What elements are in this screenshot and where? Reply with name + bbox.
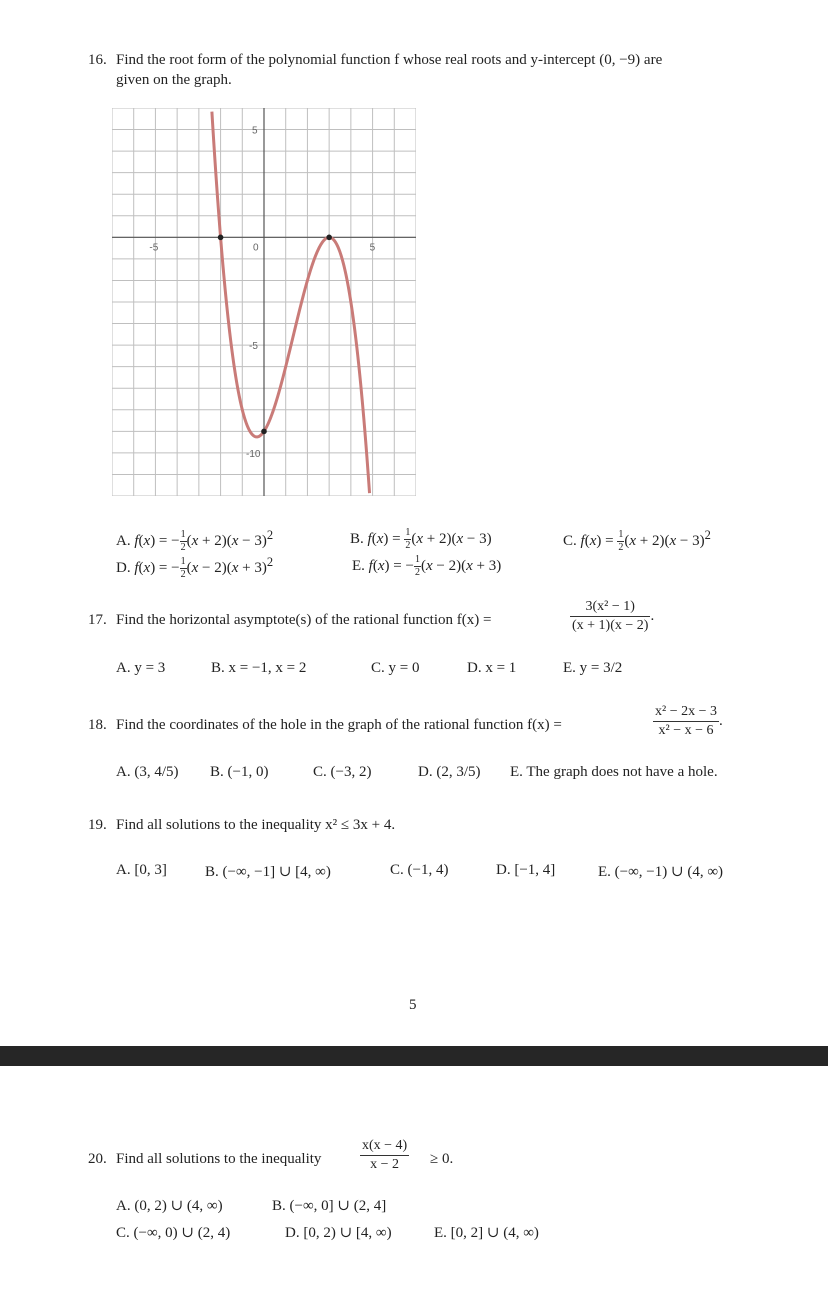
q20-option-a[interactable]: A. (0, 2) ∪ (4, ∞) bbox=[116, 1198, 223, 1214]
graph-point bbox=[326, 235, 332, 241]
q19-option-a[interactable]: A. [0, 3] bbox=[116, 862, 167, 878]
q18-option-e[interactable]: E. The graph does not have a hole. bbox=[510, 764, 718, 780]
q19-option-c[interactable]: C. (−1, 4) bbox=[390, 862, 449, 878]
q20-text: Find all solutions to the inequality bbox=[116, 1151, 322, 1167]
q20-frac-numerator: x(x − 4) bbox=[360, 1139, 409, 1156]
q17-option-b[interactable]: B. x = −1, x = 2 bbox=[211, 660, 307, 676]
q16-option-b[interactable]: B. f(x) = $\frac{1}{2}$ (x + 2)(x − 3) bbox=[350, 527, 492, 551]
q20-option-d[interactable]: D. [0, 2) ∪ [4, ∞) bbox=[285, 1225, 392, 1241]
q19-option-d[interactable]: D. [−1, 4] bbox=[496, 862, 556, 878]
q16-number: 16. bbox=[88, 52, 107, 68]
q20-option-b[interactable]: B. (−∞, 0] ∪ (2, 4] bbox=[272, 1198, 387, 1214]
q17-option-c[interactable]: C. y = 0 bbox=[371, 660, 420, 676]
tick-label-y-neg5: -5 bbox=[249, 341, 258, 353]
q19-option-b[interactable]: B. (−∞, −1] ∪ [4, ∞) bbox=[205, 864, 331, 880]
q17-option-e[interactable]: E. y = 3/2 bbox=[563, 660, 623, 676]
q16-graph bbox=[112, 108, 416, 496]
q20-fraction bbox=[360, 1139, 409, 1172]
q18-option-a[interactable]: A. (3, 4/5) bbox=[116, 764, 179, 780]
q20-frac-denominator: x − 2 bbox=[370, 1157, 400, 1172]
q19-number: 19. bbox=[88, 817, 107, 833]
q16-text-line2: given on the graph. bbox=[116, 72, 232, 88]
q19-option-e[interactable]: E. (−∞, −1) ∪ (4, ∞) bbox=[598, 864, 724, 880]
q20-option-e[interactable]: E. [0, 2] ∪ (4, ∞) bbox=[434, 1225, 539, 1241]
tick-label-y-5: 5 bbox=[252, 125, 258, 137]
page-number: 5 bbox=[409, 997, 417, 1013]
tick-label-y-neg10: -10 bbox=[246, 448, 261, 460]
q17-text: Find the horizontal asymptote(s) of the rational function f(x) = bbox=[116, 612, 492, 628]
q17-frac-numerator: 3(x² − 1) bbox=[570, 600, 650, 617]
page-divider bbox=[0, 1046, 828, 1066]
tick-label-x-0: 0 bbox=[253, 242, 259, 254]
q18-option-d[interactable]: D. (2, 3/5) bbox=[418, 764, 481, 780]
q16-option-e[interactable]: E. f(x) = − $\frac{1}{2}$ (x − 2)(x + 3) bbox=[352, 554, 502, 578]
q19-text: Find all solutions to the inequality x² ≤ 3x + 4. bbox=[116, 817, 396, 833]
q18-option-b[interactable]: B. (−1, 0) bbox=[210, 764, 269, 780]
q16-option-d[interactable]: D. f(x) = − $\frac{1}{2}$ $(x - 2)(x + 3)^2$ bbox=[116, 555, 274, 581]
graph-point bbox=[218, 235, 224, 241]
q20-text-tail: ≥ 0. bbox=[430, 1151, 454, 1167]
q16-option-c[interactable]: C. f(x) = $\frac{1}{2}$ $(x + 2)(x - 3)^2$ bbox=[563, 528, 711, 554]
tick-label-x-5: 5 bbox=[369, 242, 376, 254]
q18-number: 18. bbox=[88, 717, 107, 733]
q16-text-line1: Find the root form of the polynomial function f whose real roots and y-intercept (0, −9) are bbox=[116, 52, 663, 68]
q20-number: 20. bbox=[88, 1151, 107, 1167]
q18-frac-denominator: x² − x − 6 bbox=[658, 723, 714, 738]
q17-fraction: $\frac{\text{3(x² − 1)}}{(x + 1)(x - 2)}$ . bbox=[572, 599, 655, 633]
q18-frac-numerator: x² − 2x − 3 bbox=[653, 705, 719, 722]
q20-option-c[interactable]: C. (−∞, 0) ∪ (2, 4) bbox=[116, 1225, 231, 1241]
graph-point bbox=[261, 429, 267, 435]
q18-fraction: $\frac{\text{x² − 2x − 3}}{\text{x² − x − 6}}$ . bbox=[655, 704, 723, 738]
q17-option-a[interactable]: A. y = 3 bbox=[116, 660, 166, 676]
q17-option-d[interactable]: D. x = 1 bbox=[467, 660, 517, 676]
q17-number: 17. bbox=[88, 612, 107, 628]
q17-frac-denominator: (x + 1)(x − 2) bbox=[572, 618, 649, 633]
q18-option-c[interactable]: C. (−3, 2) bbox=[313, 764, 372, 780]
q16-option-a[interactable]: A. f(x) = − $\frac{1}{2}$ $(x + 2)(x - 3)^2$ bbox=[116, 528, 274, 554]
q18-text: Find the coordinates of the hole in the graph of the rational function f(x) = bbox=[116, 717, 562, 733]
tick-label-x-neg5: -5 bbox=[149, 242, 159, 254]
